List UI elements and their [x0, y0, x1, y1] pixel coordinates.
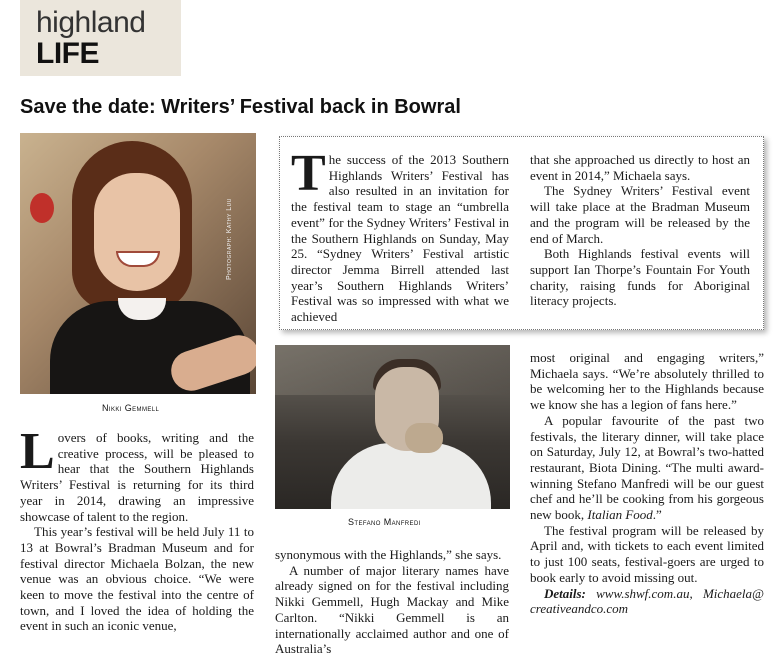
article-column-2: [275, 547, 509, 657]
article-column-1: [20, 423, 254, 634]
article-dropcap: L: [20, 423, 55, 480]
nikki-gemmell-photo: [20, 133, 256, 394]
details-label: Details:: [544, 585, 586, 601]
masthead: [20, 0, 181, 76]
box-dropcap: T: [291, 145, 326, 202]
article-para-6: [530, 413, 764, 523]
masthead-line1: highland: [36, 6, 146, 39]
masthead-line2: LIFE: [36, 37, 99, 70]
article-para-5: most original and engaging writers,” Michaela says. “We’re absolutely thrilled to be welcoming her to the Highlands because we know she has a legion of fans here.”: [530, 350, 764, 413]
article-para-6-text: A popular favourite of the past two festivals, the literary dinner, will take place on Saturday, July 12, at Bowral’s two-hatted restaurant, Biota Dining. “The multi award-winning Stefano Manfredi will be our guest chef and he’ll be cooking from his gorgeous new book,: [530, 412, 764, 523]
stefano-manfredi-photo: [275, 345, 510, 509]
article-column-3: [530, 350, 764, 617]
box-column-2: [530, 152, 750, 309]
box-para-4: Both Highlands festival events will support Ian Thorpe’s Fountain For Youth charity, raising funds for Aboriginal literacy projects.: [530, 246, 750, 309]
article-para-4: A number of major literary names have already signed on for the festival including Nikki Gemmell, Hugh Mackay and Mike Carlton. “Nikki Gemmell is an internationally acclaimed author and one of Australia’s: [275, 562, 509, 657]
photo-caption-nikki: Nikki Gemmell: [102, 403, 160, 413]
article-para-3: synonymous with the Highlands,” she says.: [275, 547, 502, 562]
article-para-6-end: .”: [652, 507, 662, 523]
box-para-2: that she approached us directly to host an event in 2014,” Michaela says.: [530, 152, 750, 183]
photo-caption-stefano: Stefano Manfredi: [348, 517, 421, 527]
details-line: [530, 586, 764, 617]
photo-credit: Photograph: Kathy Luu: [226, 198, 233, 280]
article-para-2: This year’s festival will be held July 11 to 13 at Bowral’s Bradman Museum and for festival director Michaela Bolzan, the new venue was an obvious choice. “We were keen to move the festival into the centre of town, and I loved the idea of holding the event in such an iconic venue,: [20, 524, 254, 634]
details-text: www.shwf.com.au, Michaela@ creativeandco.com: [530, 585, 764, 617]
article-para-1: overs of books, writing and the creative process, will be pleased to hear that the Southern Highlands Writers’ Festival is returning for its third year in 2014, drawing an impressive showcase of talent to the region.: [20, 430, 254, 524]
article-headline: Save the date: Writers’ Festival back in Bowral: [20, 96, 461, 118]
box-column-1: [291, 145, 509, 325]
box-para-3: The Sydney Writers’ Festival event will take place at the Bradman Museum and the program will be released by the end of March.: [530, 183, 750, 246]
article-para-7: The festival program will be released by April and, with tickets to each event limited to just 100 seats, festival-goers are urged to book early to avoid missing out.: [530, 522, 764, 585]
box-para-1: he success of the 2013 Southern Highlands Writers’ Festival has also resulted in an invitation for the festival team to stage an “umbrella event” for the Sydney Writers’ Festival in the Southern Highlands on Sunday, May 25. “Sydney Writers’ Festival artistic director Jemma Birrell attended last year’s Southern Highlands Writers’ Festival was so impressed with what we achieved: [291, 152, 509, 325]
book-title: Italian Food: [587, 507, 653, 523]
